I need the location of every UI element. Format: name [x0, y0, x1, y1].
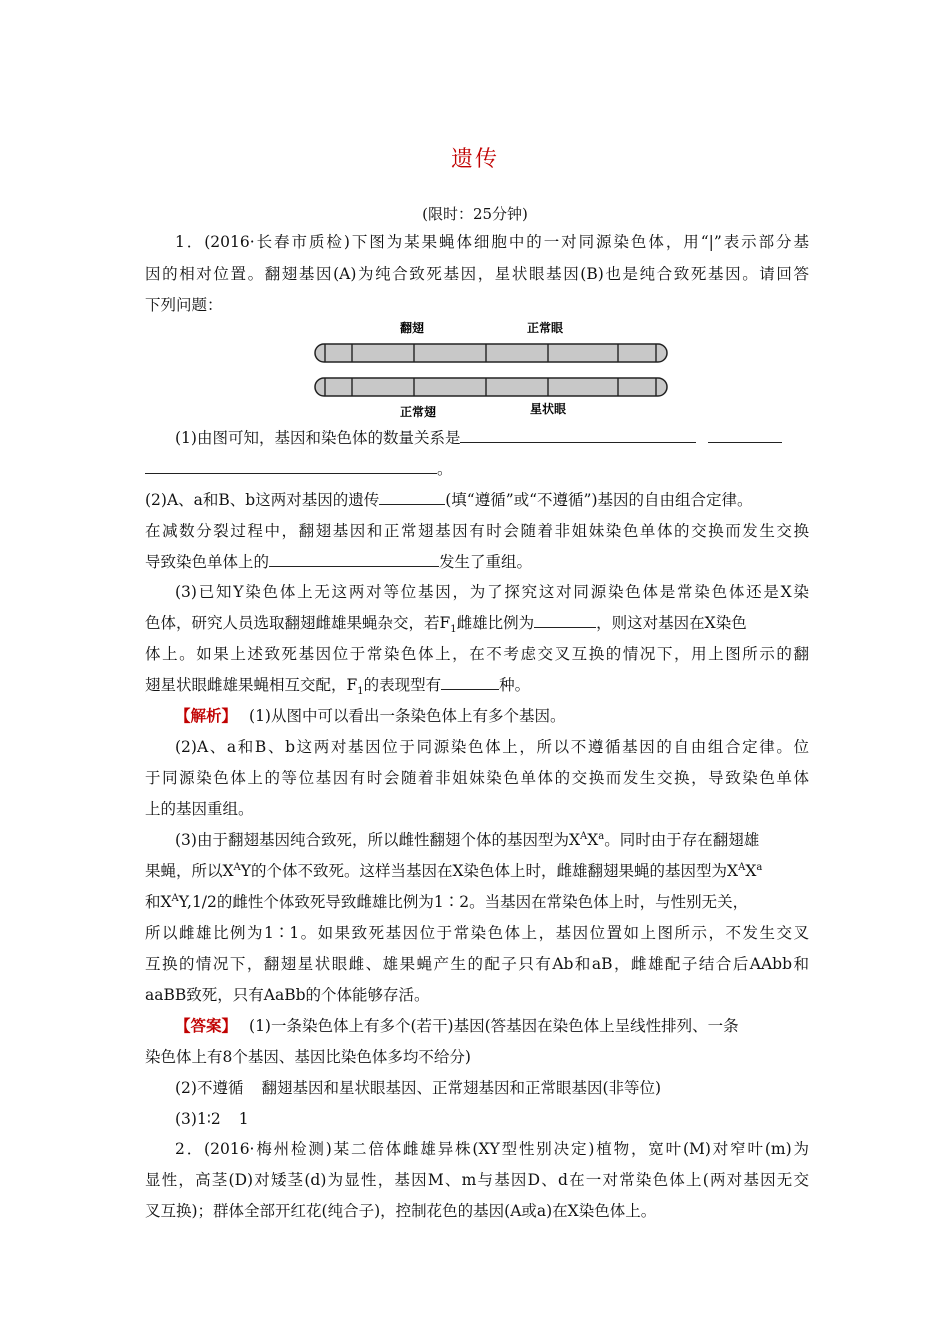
time-limit: (限时：25分钟)	[422, 205, 528, 223]
q1-p2-line-3: 导致染色单体上的 发生了重组。	[145, 553, 533, 571]
analysis-3-line-4: 所以雌雄比例为1∶1。如果致死基因位于常染色体上，基因位置如上图所示，不发生交叉	[145, 924, 809, 942]
answer-blank-3b[interactable]	[441, 675, 499, 690]
chromosome-upper	[315, 344, 667, 362]
q1-p1-line-2: 。	[145, 459, 809, 479]
answer-blank-1c[interactable]	[145, 459, 437, 474]
analysis-3-line-6: aaBB致死，只有AaBb的个体能够存活。	[145, 986, 430, 1004]
q1-p2-line-2: 在减数分裂过程中，翻翅基因和正常翅基因有时会随着非姐妹染色单体的交换而发生交换	[145, 522, 809, 540]
q2-line-3: 叉互换)；群体全部开红花(纯合子)，控制花色的基因(A或a)在X染色体上。	[145, 1202, 657, 1220]
q1-line-3: 下列问题：	[145, 296, 223, 314]
answer-line-1: 【答案】 (1)一条染色体上有多个(若干)基因(答基因在染色体上呈线性排列、一条	[175, 1016, 739, 1035]
q1-p3-line-2: 色体，研究人员选取翻翅雌雄果蝇杂交，若$F_1$雌雄比例为 ，则这对基因在X染色	[145, 614, 747, 636]
answer-tag: 【答案】	[175, 1016, 238, 1035]
q1-line-1: 1．(2016·长春市质检)下图为某果蝇体细胞中的一对同源染色体，用“|”表示部分基	[175, 233, 809, 251]
analysis-line-1: 【解析】 (1)从图中可以看出一条染色体上有多个基因。	[175, 706, 566, 725]
q2-line-1: 2．(2016·梅州检测)某二倍体雌雄异株(XY型性别决定)植物，宽叶(M)对窄叶(m)为	[175, 1140, 809, 1158]
answer-blank-3a[interactable]	[534, 613, 596, 628]
answer-line-2: 染色体上有8个基因、基因比染色体多均不给分)	[145, 1048, 471, 1066]
label-zhengchangyan: 正常眼	[526, 321, 564, 335]
q2-line-2: 显性，高茎(D)对矮茎(d)为显性，基因M、m与基因D、d在一对常染色体上(两对基因无交	[145, 1171, 809, 1189]
analysis-3-line-5: 互换的情况下，翻翅星状眼雌、雄果蝇产生的配子只有Ab和aB，雌雄配子结合后AAbb和	[145, 955, 809, 973]
analysis-2-line-2: 于同源染色体上的等位基因有时会随着非姐妹染色单体的交换而发生交换，导致染色单体	[145, 769, 809, 787]
answer-blank-1b[interactable]	[708, 428, 782, 443]
analysis-2-line-3: 上的基因重组。	[145, 800, 254, 818]
q1-p3-line-4: 翅星状眼雌雄果蝇相互交配，$F_1$的表现型有 种。	[145, 676, 531, 698]
chromosome-lower	[315, 378, 667, 396]
answer-line-3: (2)不遵循 翻翅基因和星状眼基因、正常翅基因和正常眼基因(非等位)	[175, 1079, 662, 1097]
chromosome-figure	[300, 318, 680, 422]
label-zhengchangchi: 正常翅	[399, 405, 437, 419]
analysis-2-line-1: (2)A、a和B、b这两对基因位于同源染色体上，所以不遵循基因的自由组合定律。位	[175, 738, 809, 756]
q1-p2-line-1: (2)A、a和B、b这两对基因的遗传 (填“遵循”或“不遵循”)基因的自由组合定律。	[145, 491, 753, 509]
analysis-tag: 【解析】	[175, 706, 238, 725]
page-title: 遗传	[450, 147, 499, 172]
label-fanchi: 翻翅	[399, 321, 425, 335]
answer-blank-2b[interactable]	[269, 552, 439, 567]
answer-line-4: (3)1∶2 1	[175, 1110, 249, 1128]
label-xingzhuangyan: 星状眼	[529, 402, 567, 416]
q1-line-2: 因的相对位置。翻翅基因(A)为纯合致死基因，星状眼基因(B)也是纯合致死基因。请回答	[145, 265, 809, 283]
analysis-3-line-2: 果蝇，所以$X^AY$的个体不致死。这样当基因在X染色体上时，雌雄翻翅果蝇的基因型为$X^AX^a$	[145, 861, 763, 880]
answer-blank-2a[interactable]	[379, 490, 445, 505]
q1-p1-line-1: (1)由图可知，基因和染色体的数量关系是	[175, 428, 809, 448]
q1-p3-line-3: 体上。如果上述致死基因位于常染色体上，在不考虑交叉互换的情况下，用上图所示的翻	[145, 645, 809, 663]
analysis-3-line-1: (3)由于翻翅基因纯合致死，所以雌性翻翅个体的基因型为$X^AX^a$。同时由于存在翻翅雄	[175, 830, 760, 849]
analysis-3-line-3: 和$X^AY,1/2$的雌性个体致死导致雌雄比例为1∶2。当基因在常染色体上时，与性别无关，	[145, 892, 749, 911]
q1-p3-line-1: (3)已知Y染色体上无这两对等位基因，为了探究这对同源染色体是常染色体还是X染	[175, 583, 809, 601]
answer-blank-1a[interactable]	[460, 428, 696, 443]
